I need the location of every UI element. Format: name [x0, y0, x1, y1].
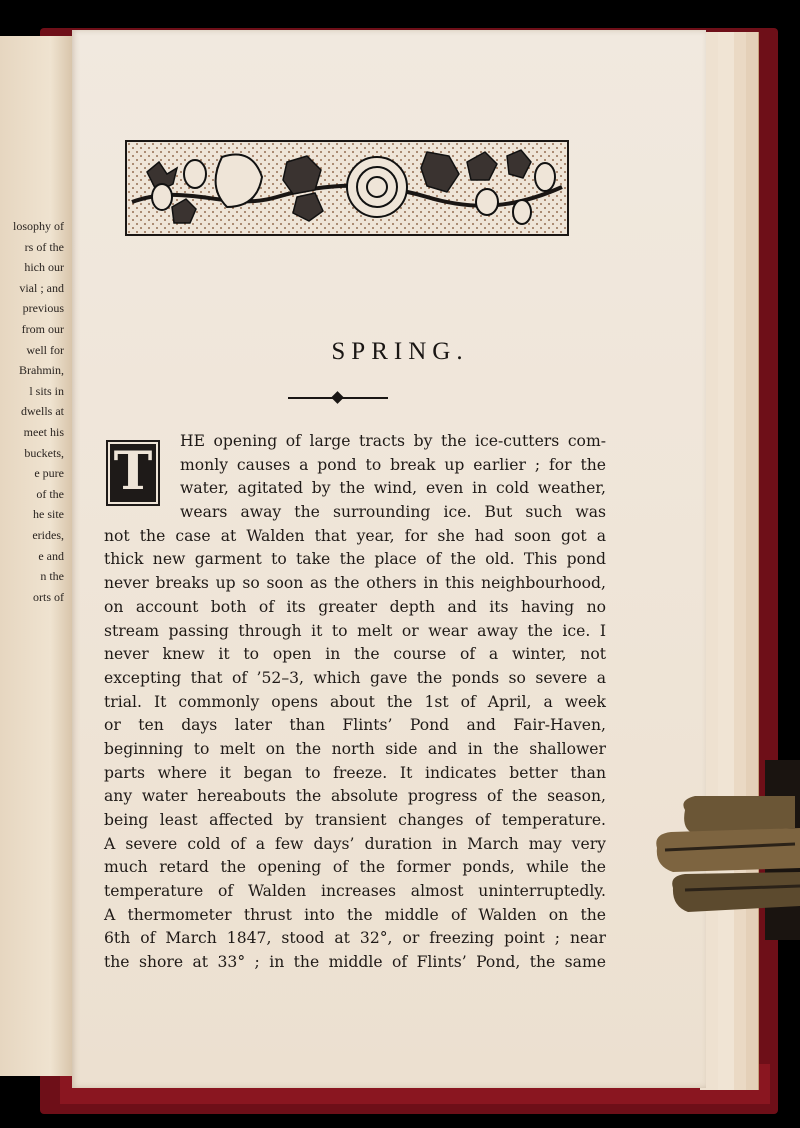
- flower-vine-icon: [127, 142, 567, 234]
- left-page-line: of the: [36, 486, 64, 501]
- left-page-line: Brahmin,: [19, 363, 64, 378]
- text-line: trial. It commonly opens about the 1st of April, a week: [104, 692, 606, 711]
- text-line: being least affected by transient changes of temperature.: [104, 811, 606, 829]
- text-line: A thermometer thrust into the middle of Walden on the: [104, 905, 606, 924]
- text-line: much retard the opening of the former ponds, while the: [104, 858, 606, 877]
- left-page-line: dwells at: [21, 404, 64, 419]
- body-paragraph: [104, 430, 606, 975]
- left-page-line: he site: [33, 507, 64, 522]
- left-page-line: from our: [21, 321, 64, 336]
- left-page-line: vial ; and: [19, 280, 64, 295]
- drop-cap-letter: T: [113, 441, 153, 502]
- left-page-line: l sits in: [29, 383, 64, 398]
- text-line: on account both of its greater depth and its having no: [104, 597, 606, 616]
- floral-headpiece-ornament: [125, 140, 569, 236]
- left-page-line: losophy of: [13, 219, 64, 233]
- text-line: monly causes a pond to break up earlier ; for the: [180, 455, 606, 474]
- text-line: HE opening of large tracts by the ice-cutters com-: [180, 432, 606, 450]
- text-line: 6th of March 1847, stood at 32°, or freezing point ; near: [104, 929, 606, 948]
- left-page-line: n the: [40, 569, 64, 584]
- left-page-line: e and: [38, 548, 64, 563]
- left-page-line: hich our: [24, 260, 64, 275]
- left-page-line: meet his: [23, 424, 64, 439]
- text-line: excepting that of ’52–3, which gave the ponds so severe a: [104, 668, 606, 687]
- left-page-text: [0, 216, 64, 607]
- bronze-hand-bookend: [655, 760, 800, 940]
- text-line: parts where it began to freeze. It indicates better than: [104, 763, 606, 782]
- left-page: [0, 36, 74, 1076]
- left-page-line: previous: [22, 301, 64, 316]
- left-page-line: rs of the: [24, 239, 64, 254]
- text-line: temperature of Walden increases almost uninterruptedly.: [104, 882, 606, 901]
- text-line: the shore at 33° ; in the middle of Flints’ Pond, the same: [104, 953, 606, 972]
- text-line: thick new garment to take the place of the old. This pond: [104, 550, 606, 569]
- text-line: water, agitated by the wind, even in cold weather,: [180, 479, 606, 498]
- text-line: not the case at Walden that year, for she had soon got a: [104, 526, 606, 545]
- left-page-line: buckets,: [24, 445, 64, 460]
- chapter-title: SPRING.: [331, 338, 469, 365]
- left-page-line: well for: [26, 342, 64, 357]
- text-line: A severe cold of a few days’ duration in March may very: [104, 834, 606, 853]
- left-page-line: orts of: [33, 589, 64, 604]
- text-line: stream passing through it to melt or wear away the ice. I: [104, 621, 606, 640]
- left-page-line: e pure: [34, 466, 64, 481]
- text-line: wears away the surrounding ice. But such was: [180, 503, 606, 522]
- text-line: any water hereabouts the absolute progress of the season,: [104, 787, 606, 806]
- text-line: or ten days later than Flints’ Pond and Fair-Haven,: [104, 716, 606, 735]
- text-line: never knew it to open in the course of a winter, not: [104, 645, 606, 664]
- left-page-line: erides,: [32, 527, 64, 542]
- text-line: never breaks up so soon as the others in this neighbourhood,: [104, 574, 606, 593]
- text-line: beginning to melt on the north side and in the shallower: [104, 739, 606, 758]
